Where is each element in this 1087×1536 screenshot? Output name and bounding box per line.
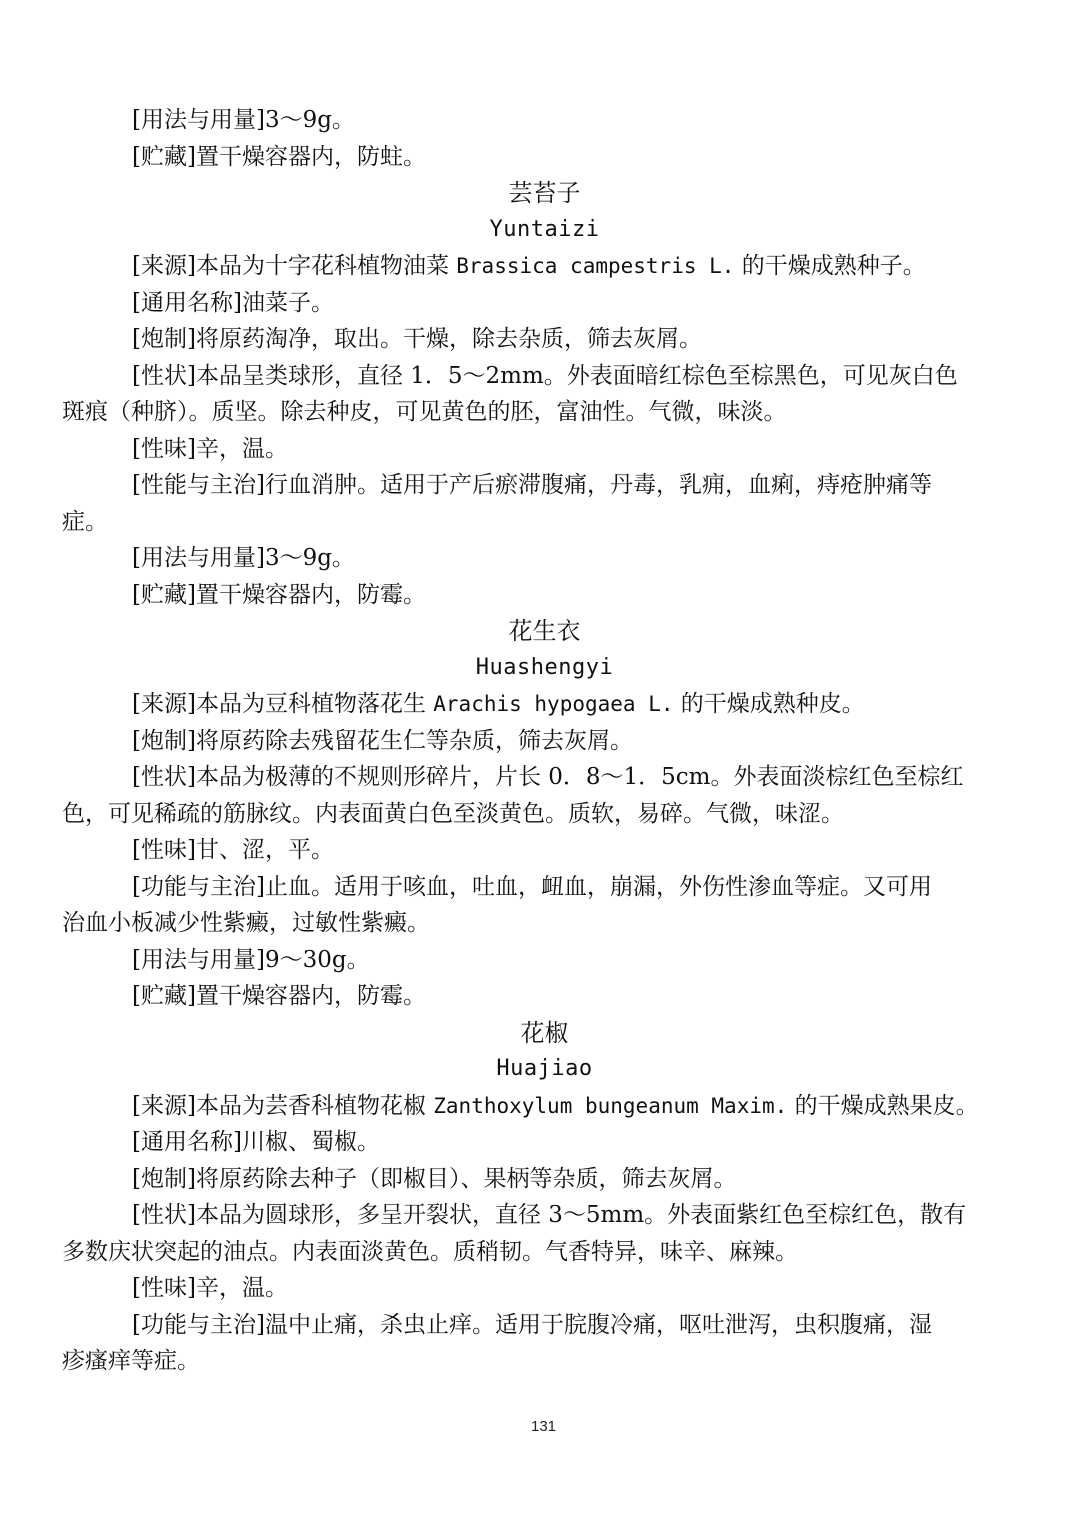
source-text: [来源]本品为芸香科植物花椒 — [132, 1092, 426, 1119]
huajiao-source — [62, 1088, 1027, 1125]
huashengyi-function-cont: 治血小板减少性紫癜，过敏性紫癜。 — [62, 910, 430, 936]
latin-name: Arachis hypogaea L. — [433, 692, 674, 716]
huashengyi-character: [性状]本品为极薄的不规则形碎片，片长 0．8～1．5cm。外表面淡棕红色至棕红 — [132, 764, 964, 790]
source-text: [来源]本品为豆科植物落花生 — [132, 691, 426, 717]
yuntaizi-processing: [炮制]将原药淘净，取出。干燥，除去杂质，筛去灰屑。 — [132, 326, 702, 352]
yuntaizi-character: [性状]本品呈类球形，直径 1．5～2mm。外表面暗红棕色至棕黑色，可见灰白色 — [132, 362, 958, 389]
prev-dosage: [用法与用量]3～9g。 — [132, 107, 355, 133]
huajiao-pinyin: Huajiao — [496, 1056, 593, 1081]
huashengyi-character-cont: 色，可见稀疏的筋脉纹。内表面黄白色至淡黄色。质软，易碎。气微，味涩。 — [62, 800, 844, 827]
huajiao-function-cont: 疹瘙痒等症。 — [62, 1348, 200, 1374]
huajiao-processing: [炮制]将原药除去种子（即椒目）、果柄等杂质，筛去灰屑。 — [132, 1165, 737, 1192]
yuntaizi-common-name: [通用名称]油菜子。 — [132, 289, 334, 316]
huashengyi-storage: [贮藏]置干燥容器内，防霉。 — [132, 983, 426, 1009]
huashengyi-title: 花生衣 — [508, 617, 581, 645]
yuntaizi-taste: [性味]辛，温。 — [132, 435, 288, 462]
latin-name: Brassica campestris L. — [456, 254, 735, 278]
source-text: 的干燥成熟种皮。 — [680, 691, 865, 717]
huashengyi-processing: [炮制]将原药除去残留花生仁等杂质，筛去灰屑。 — [132, 727, 633, 754]
prev-storage: [贮藏]置干燥容器内，防蛀。 — [132, 143, 426, 170]
huashengyi-source — [62, 686, 1027, 723]
yuntaizi-dosage: [用法与用量]3～9g。 — [132, 545, 355, 571]
document-page — [62, 102, 1027, 1380]
yuntaizi-function-cont: 症。 — [62, 508, 108, 535]
yuntaizi-source — [62, 248, 1027, 285]
yuntaizi-pinyin: Yuntaizi — [489, 216, 600, 242]
source-text: 的干燥成熟果皮。 — [794, 1092, 979, 1119]
yuntaizi-character-cont: 斑痕（种脐）。质坚。除去种皮，可见黄色的胚，富油性。气微，味淡。 — [62, 399, 787, 425]
huajiao-character: [性状]本品为圆球形，多呈开裂状，直径 3～5mm。外表面紫红色至棕红色，散有 — [132, 1202, 967, 1228]
huajiao-taste: [性味]辛，温。 — [132, 1275, 288, 1301]
huajiao-character-cont: 多数庆状突起的油点。内表面淡黄色。质稍韧。气香特异，味辛、麻辣。 — [62, 1238, 798, 1265]
page-number: 131 — [530, 1418, 557, 1435]
huajiao-title: 花椒 — [520, 1018, 569, 1047]
yuntaizi-title: 芸苔子 — [508, 179, 581, 207]
huashengyi-function: [功能与主治]止血。适用于咳血，吐血，衄血，崩漏，外伤性渗血等症。又可用 — [132, 873, 932, 900]
huashengyi-dosage: [用法与用量]9～30g。 — [132, 946, 370, 973]
latin-name: Zanthoxylum bungeanum Maxim. — [433, 1093, 788, 1118]
huajiao-common-name: [通用名称]川椒、蜀椒。 — [132, 1129, 380, 1155]
source-text: 的干燥成熟种子。 — [741, 253, 926, 279]
source-text: [来源]本品为十字花科植物油菜 — [132, 253, 449, 279]
huashengyi-taste: [性味]甘、涩，平。 — [132, 837, 334, 863]
huajiao-function: [功能与主治]温中止痛，杀虫止痒。适用于脘腹冷痛，呕吐泄泻，虫积腹痛，湿 — [132, 1311, 932, 1338]
huashengyi-pinyin: Huashengyi — [475, 654, 614, 680]
yuntaizi-storage: [贮藏]置干燥容器内，防霉。 — [132, 581, 426, 608]
yuntaizi-function: [性能与主治]行血消肿。适用于产后瘀滞腹痛，丹毒，乳痈，血痢，痔疮肿痛等 — [132, 472, 932, 498]
